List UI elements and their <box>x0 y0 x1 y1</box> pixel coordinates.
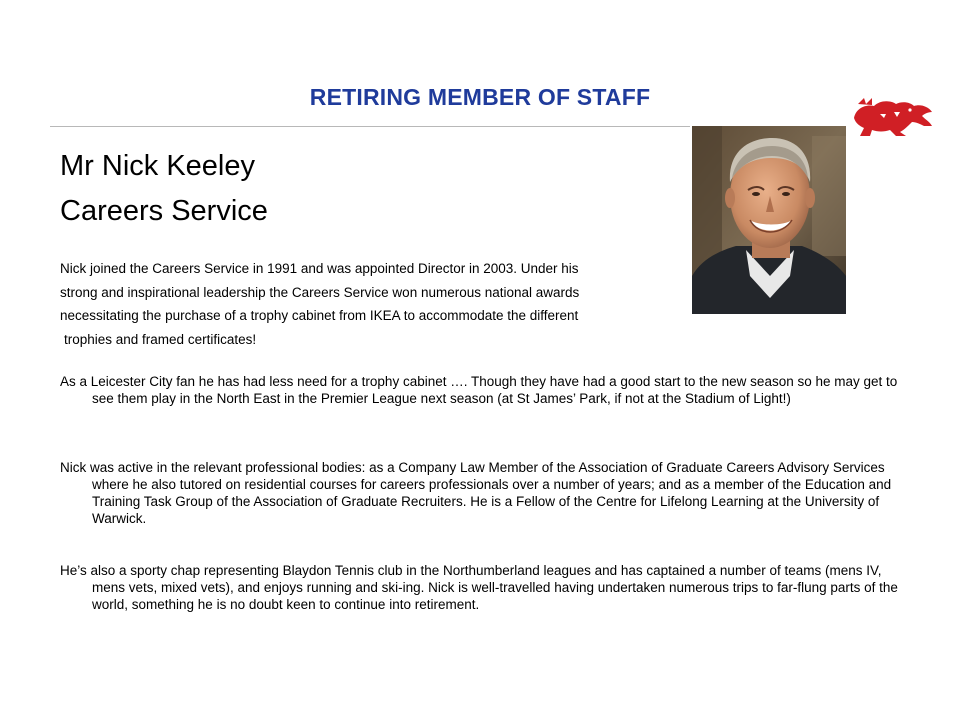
red-lion-logo-icon <box>850 96 934 140</box>
slide-title: RETIRING MEMBER OF STAFF <box>309 84 651 110</box>
intro-line: strong and inspirational leadership the Careers Service won numerous national awards <box>60 284 580 300</box>
title-divider <box>50 126 690 127</box>
staff-department: Careers Service <box>60 195 268 227</box>
intro-line: Nick joined the Careers Service in 1991 and was appointed Director in 2003. Under his <box>60 261 579 276</box>
intro-paragraph <box>60 257 700 351</box>
staff-name: Mr Nick Keeley <box>60 150 255 182</box>
intro-line: necessitating the purchase of a trophy cabinet from IKEA to accommodate the different <box>60 308 579 323</box>
portrait-photo <box>692 126 846 314</box>
football-paragraph: As a Leicester City fan he has had less need for a trophy cabinet …. Though they have had a good start to the new season so he may get to see them play in the North East in the Premier League next season (at St James’ Park, if not at the Stadium of Light!) <box>60 374 898 406</box>
professional-paragraph: Nick was active in the relevant professional bodies: as a Company Law Member of the Association of Graduate Careers Advisory Services where he also tutored on residential courses for careers professionals over a number of years; and as a member of the Education and Training Task Group of the Association of Graduate Recruiters. He is a Fellow of the Centre for Lifelong Learning at the University of Warwick. <box>60 460 892 526</box>
sport-travel-paragraph: He’s also a sporty chap representing Blaydon Tennis club in the Northumberland leagues and has captained a number of teams (mens IV, mens vets, mixed vets), and enjoys running and ski-ing. Nick is well-travelled having undertaken numerous trips to far-flung parts of the world, something he is no doubt keen to continue into retirement. <box>60 563 898 612</box>
intro-line: trophies and framed certificates! <box>64 331 257 347</box>
